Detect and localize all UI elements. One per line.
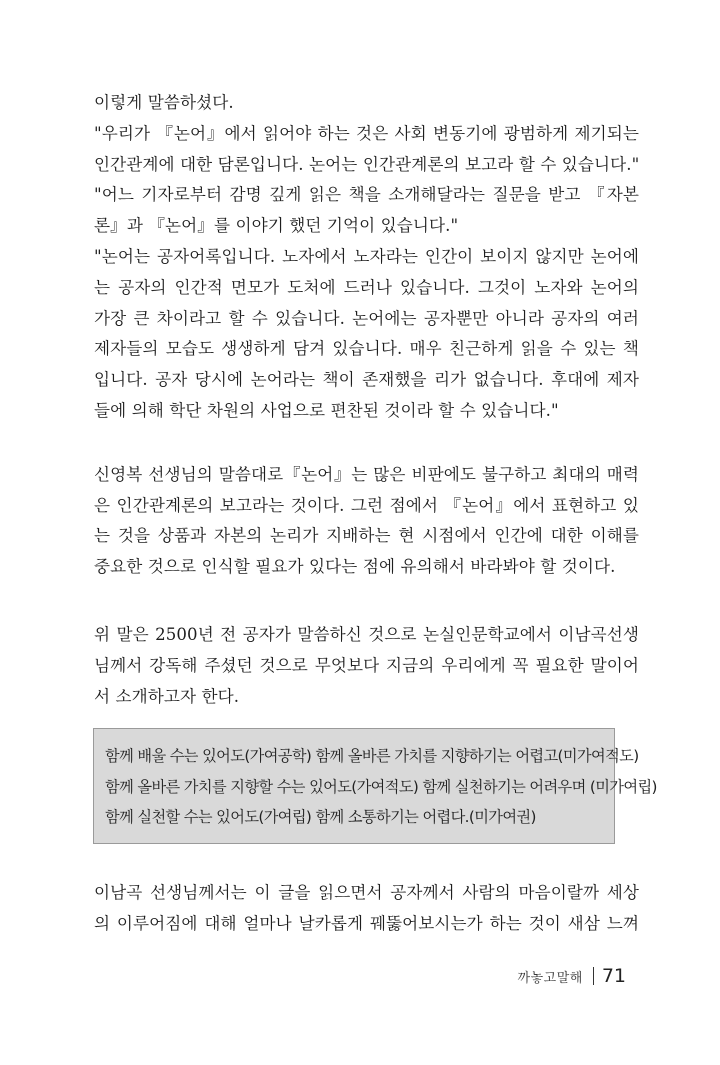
- text-line: 론』과 『논어』를 이야기 했던 기억이 있습니다.": [94, 216, 459, 236]
- page-body: [94, 88, 657, 939]
- text-line: 들에 의해 학단 차원의 사업으로 편찬된 것이라 할 수 있습니다.": [94, 400, 559, 420]
- paragraph-intro: [94, 620, 639, 712]
- page-footer: [518, 964, 626, 987]
- running-title: 까놓고말해: [517, 971, 583, 986]
- text-line: 제자들의 모습도 생생하게 담겨 있습니다. 매우 친근하게 읽을 수 있는 책: [94, 339, 639, 359]
- quote-line: 함께 배울 수는 있어도(가여공학) 함께 올바른 가치를 지향하기는 어렵고(미가여적도): [105, 747, 639, 766]
- text-line: 는 것을 상품과 자본의 논리가 지배하는 현 시점에서 인간에 대한 이해를: [94, 526, 639, 546]
- text-line: 는 공자의 인간적 면모가 도처에 드러나 있습니다. 그것이 노자와 논어의: [94, 277, 639, 297]
- text-line: 이남곡 선생님께서는 이 글을 읽으면서 공자께서 사람의 마음이랄까 세상: [94, 882, 639, 902]
- text-line: 은 인간관계론의 보고라는 것이다. 그런 점에서 『논어』에서 표현하고 있: [94, 495, 639, 515]
- text-line: "논어는 공자어록입니다. 노자에서 노자라는 인간이 보이지 않지만 논어에: [94, 246, 639, 266]
- quote-box: [93, 728, 657, 844]
- text-line: 의 이루어짐에 대해 얼마나 날카롭게 꿰뚫어보시는가 하는 것이 새삼 느껴: [94, 913, 639, 933]
- text-line: 중요한 것으로 인식할 필요가 있다는 점에 유의해서 바라봐야 할 것이다.: [94, 557, 616, 577]
- text-line: 서 소개하고자 한다.: [94, 686, 240, 706]
- quote-line: 함께 실천할 수는 있어도(가여립) 함께 소통하기는 어렵다.(미가여권): [105, 808, 536, 827]
- text-line: 신영복 선생님의 말씀대로『논어』는 많은 비판에도 불구하고 최대의 매력: [94, 464, 639, 484]
- text-line: 님께서 강독해 주셨던 것으로 무엇보다 지금의 우리에게 꼭 필요한 말이어: [94, 655, 639, 675]
- paragraph-closing: [94, 878, 639, 940]
- footer-divider: [593, 967, 594, 985]
- text-line: "어느 기자로부터 감명 깊게 읽은 책을 소개해달라는 질문을 받고 『자본: [94, 185, 639, 205]
- page-number: 71: [601, 965, 626, 987]
- text-line: "우리가 『논어』에서 읽어야 하는 것은 사회 변동기에 광범하게 제기되는: [94, 123, 639, 143]
- paragraph-quotes: [94, 88, 639, 427]
- text-line: 가장 큰 차이라고 할 수 있습니다. 논어에는 공자뿐만 아니라 공자의 여러: [94, 308, 639, 328]
- text-line: 인간관계에 대한 담론입니다. 논어는 인간관계론의 보고라 할 수 있습니다.": [94, 154, 640, 174]
- text-line: 입니다. 공자 당시에 논어라는 책이 존재했을 리가 없습니다. 후대에 제자: [94, 370, 639, 390]
- paragraph-commentary: [94, 460, 639, 583]
- quote-line: 함께 올바른 가치를 지향할 수는 있어도(가여적도) 함께 실천하기는 어려우며 (미가여립): [105, 777, 657, 796]
- text-line: 위 말은 2500년 전 공자가 말씀하신 것으로 논실인문학교에서 이남곡선생: [94, 624, 639, 644]
- text-line: 이렇게 말씀하셨다.: [94, 93, 234, 112]
